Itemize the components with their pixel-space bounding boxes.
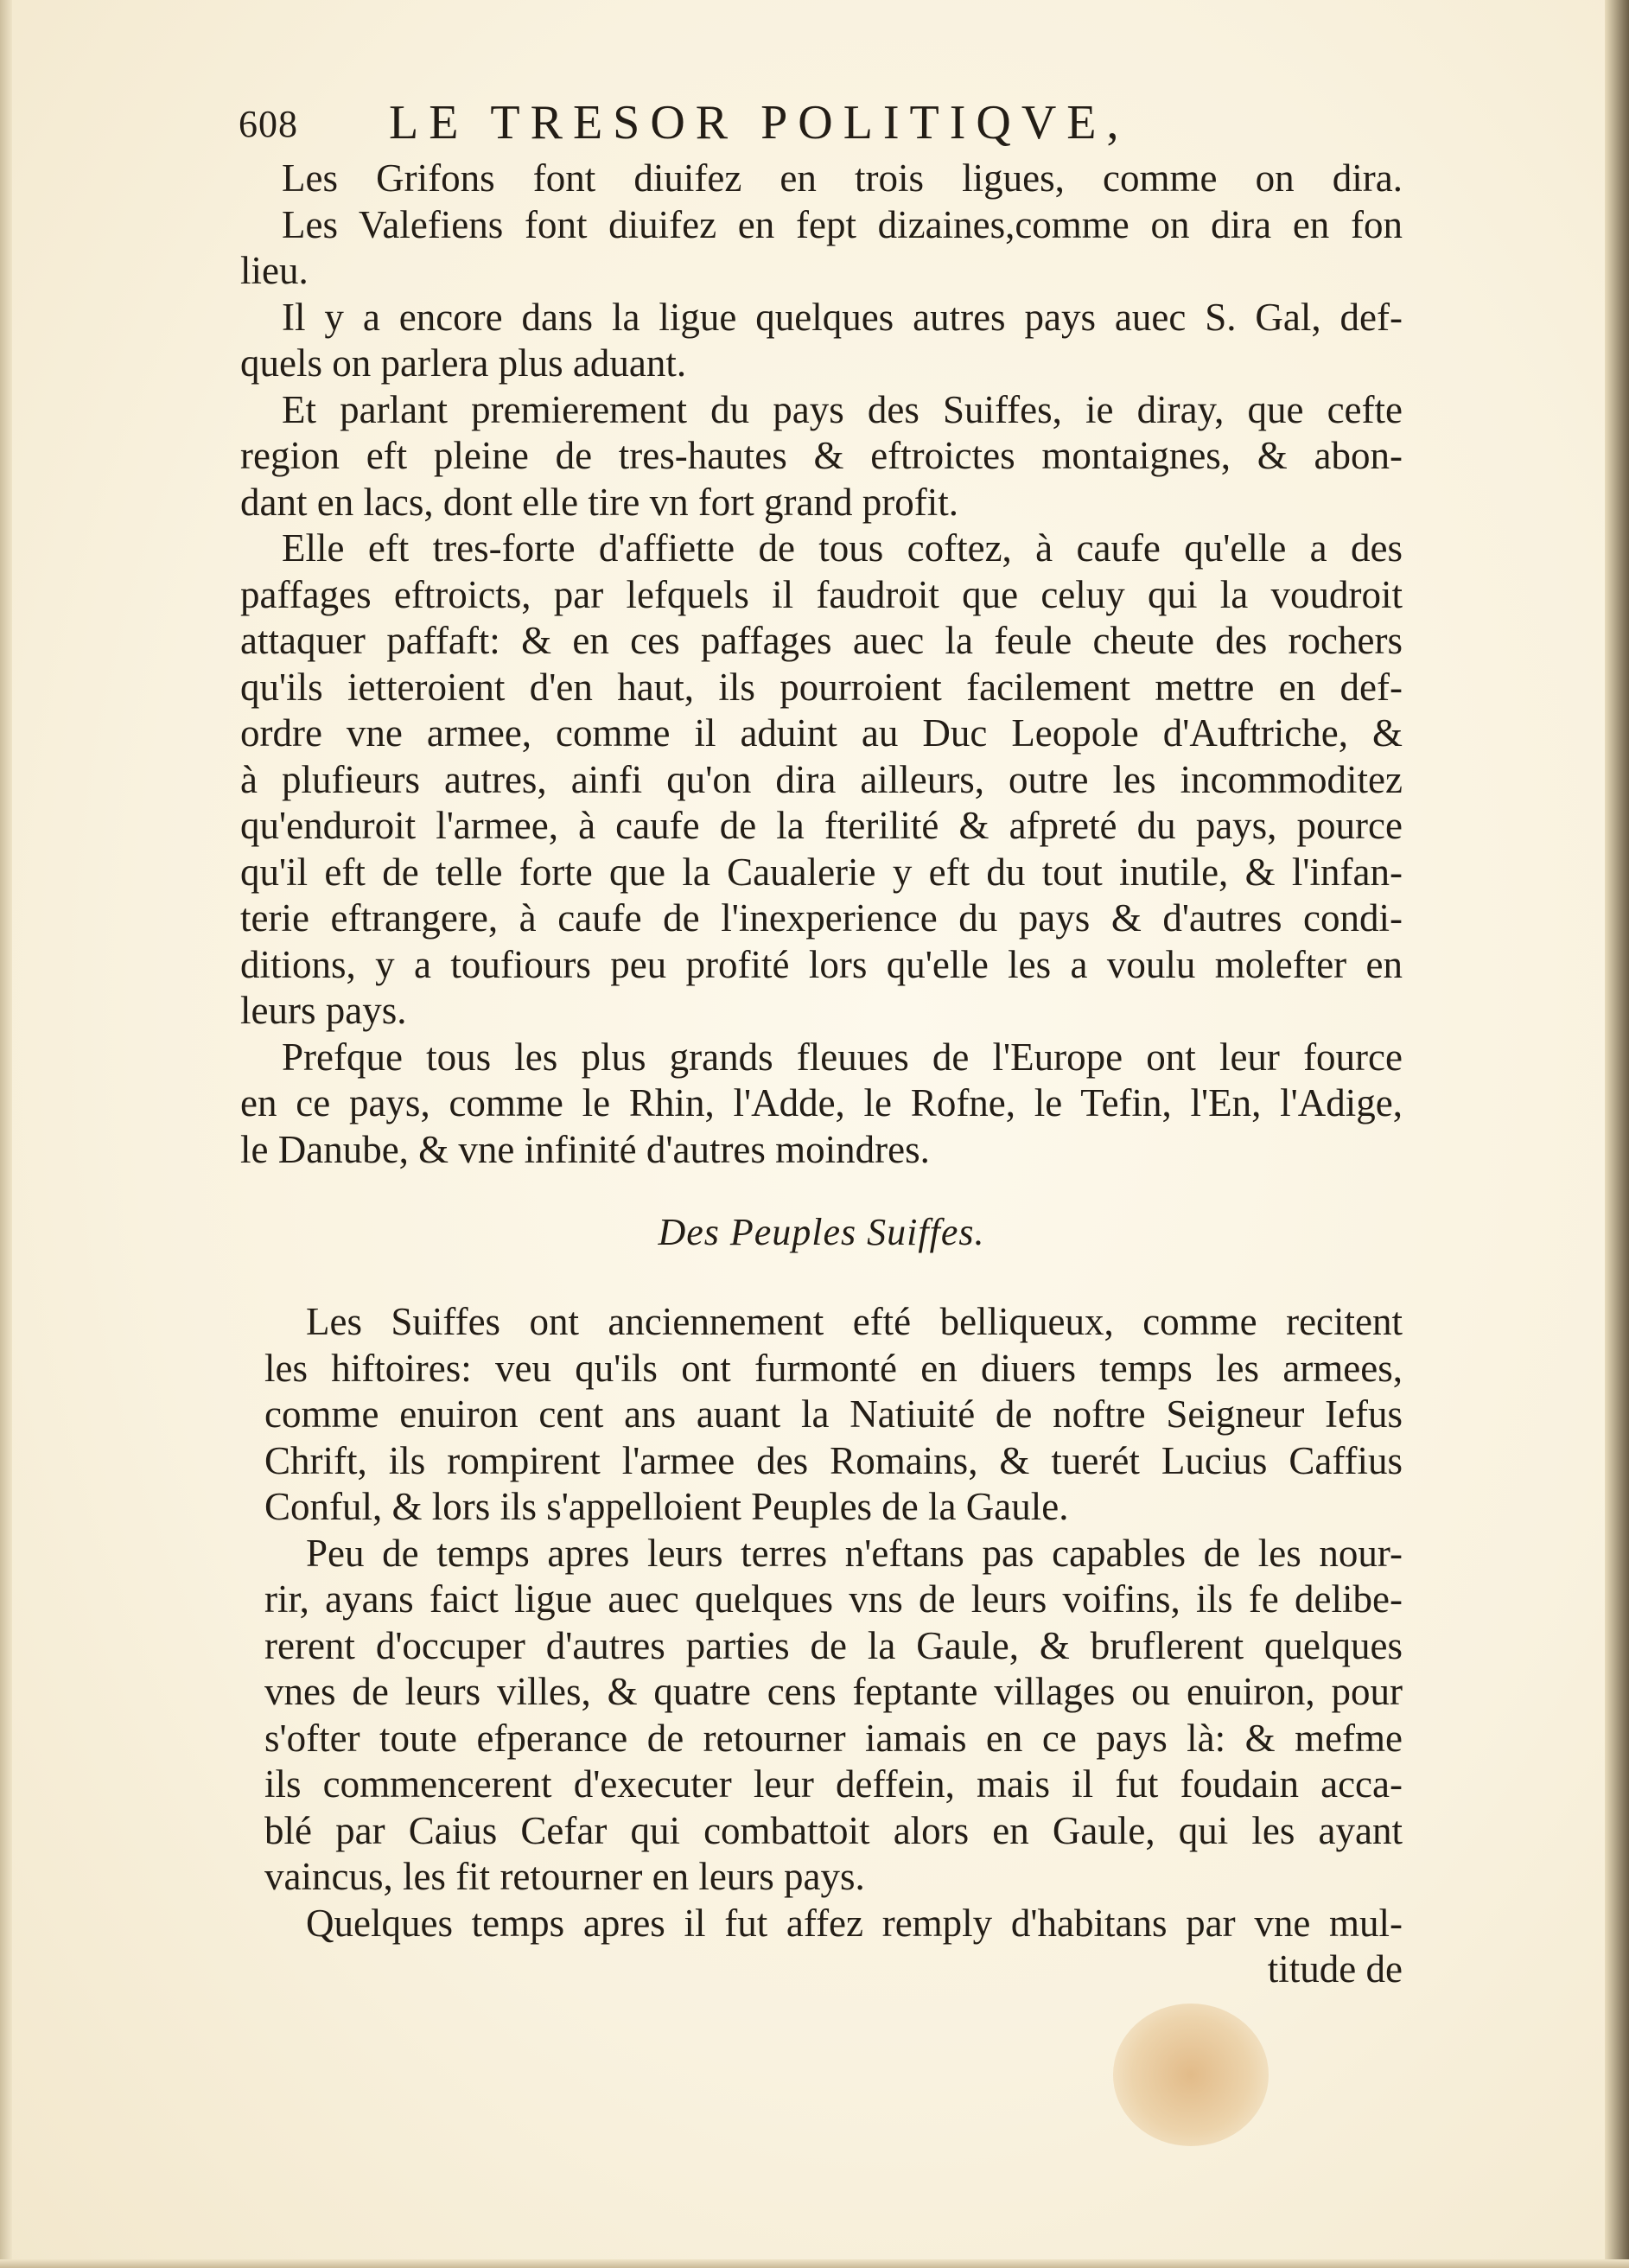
text-line: Les Suiffes ont anciennement efté belliqueux, comme recitent: [306, 1300, 1403, 1343]
page-header: [0, 95, 1629, 156]
foxing-stain: [1113, 2004, 1269, 2146]
section-heading: Des Peuples Suiffes.: [658, 1211, 985, 1253]
text-line: attaquer paffaft: & en ces paffages auec la feule cheute des rochers: [240, 619, 1403, 662]
text-line: à plufieurs autres, ainfi qu'on dira ailleurs, outre les incommoditez: [240, 757, 1403, 801]
page-left-edge: [0, 0, 12, 2268]
text-line: Elle eft tres-forte d'affiette de tous coftez, à caufe qu'elle a des: [282, 526, 1403, 570]
spacer: [240, 1173, 1403, 1206]
page-gutter-shadow: [1605, 0, 1629, 2268]
text-line: ditions, y a toufiours peu profité lors qu'elle les a voulu molefter en: [240, 942, 1403, 986]
text-line: qu'enduroit l'armee, à caufe de la fterilité & afpreté du pays, pource: [240, 804, 1403, 847]
text-line: vnes de leurs villes, & quatre cens feptante villages ou enuiron, pour: [264, 1670, 1403, 1713]
text-line: region eft pleine de tres-hautes & eftroictes montaignes, & abon-: [240, 434, 1403, 477]
page-number: 608: [239, 103, 298, 145]
body-text: [240, 156, 1403, 1993]
text-line: quels on parlera plus aduant.: [240, 341, 687, 385]
text-line: qu'il eft de telle forte que la Caualerie y eft du tout inutile, & l'infan-: [240, 850, 1403, 894]
section-body: [240, 1299, 1403, 1993]
page-bottom-edge: [0, 2259, 1629, 2268]
text-line: Conful, & lors ils s'appelloient Peuples de la Gaule.: [264, 1485, 1069, 1528]
text-line: s'ofter toute efperance de retourner iamais en ce pays là: & mefme: [264, 1716, 1403, 1760]
text-line: comme enuiron cent ans auant la Natiuité de noftre Seigneur Iefus: [264, 1392, 1403, 1436]
text-line: blé par Caius Cefar qui combattoit alors en Gaule, qui les ayant: [264, 1808, 1403, 1852]
spacer: [240, 1259, 1403, 1299]
text-line: Il y a encore dans la ligue quelques autres pays auec S. Gal, def-: [282, 295, 1403, 339]
text-line: paffages eftroicts, par lefquels il faudroit que celuy qui la voudroit: [240, 572, 1403, 616]
catchword-line: titude de: [1267, 1947, 1403, 1991]
text-line: dant en lacs, dont elle tire vn fort grand profit.: [240, 480, 958, 524]
text-line: ordre vne armee, comme il aduint au Duc Leopole d'Auftriche, &: [240, 711, 1403, 755]
text-line: Prefque tous les plus grands fleuues de l'Europe ont leur fource: [282, 1035, 1403, 1079]
text-line: rir, ayans faict ligue auec quelques vns de leurs voifins, ils fe delibe-: [264, 1577, 1403, 1621]
text-line: Et parlant premierement du pays des Suiffes, ie diray, que cefte: [282, 387, 1403, 431]
text-line: les hiftoires: veu qu'ils ont furmonté en diuers temps les armees,: [264, 1346, 1403, 1390]
text-line: Les Grifons font diuifez en trois ligues, comme on dira.: [282, 156, 1403, 200]
text-line: Quelques temps apres il fut affez remply d'habitans par vne mul-: [306, 1901, 1403, 1945]
text-line: qu'ils ietteroient d'en haut, ils pourroient facilement mettre en def-: [240, 665, 1403, 709]
text-line: terie eftrangere, à caufe de l'inexperience du pays & d'autres condi-: [240, 896, 1403, 940]
text-line: rerent d'occuper d'autres parties de la Gaule, & bruflerent quelques: [264, 1623, 1403, 1667]
running-head: LE TRESOR POLITIQVE,: [389, 96, 1129, 150]
text-line: Les Valefiens font diuifez en fept dizaines,comme on dira en fon: [282, 202, 1403, 246]
text-line: lieu.: [240, 249, 309, 292]
text-line: ils commencerent d'executer leur deffein, mais il fut foudain acca-: [264, 1762, 1403, 1806]
text-line: le Danube, & vne infinité d'autres moindres.: [240, 1127, 930, 1171]
text-line: leurs pays.: [240, 989, 407, 1032]
text-line: vaincus, les fit retourner en leurs pays.: [264, 1855, 865, 1898]
text-line: en ce pays, comme le Rhin, l'Adde, le Rofne, le Tefin, l'En, l'Adige,: [240, 1081, 1403, 1124]
text-line: Chrift, ils rompirent l'armee des Romains, & tuerét Lucius Caffius: [264, 1438, 1403, 1482]
text-line: Peu de temps apres leurs terres n'eftans pas capables de les nour-: [306, 1531, 1403, 1575]
